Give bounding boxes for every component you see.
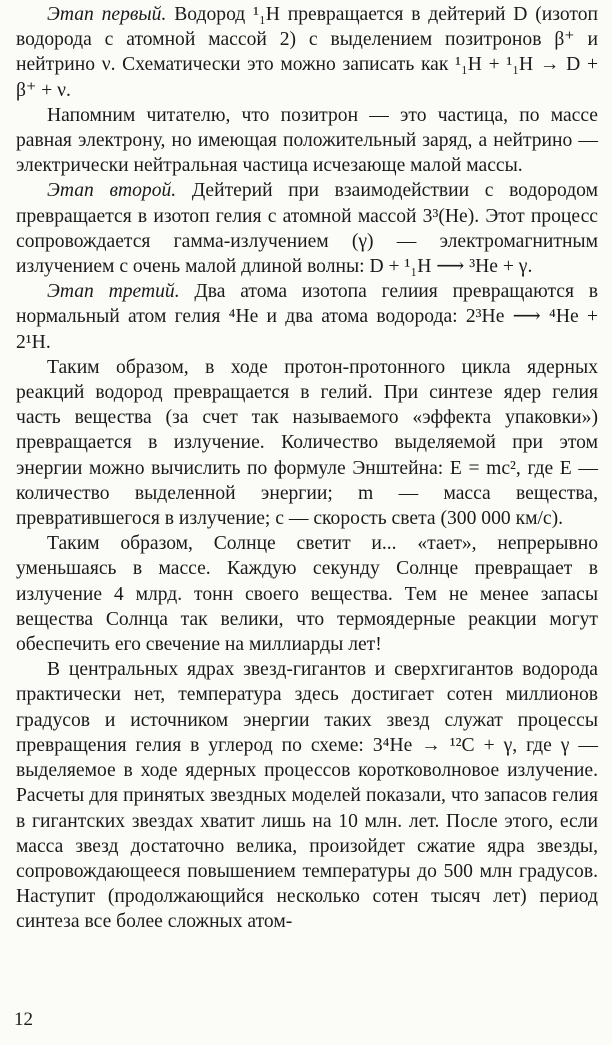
body-text: [16, 2, 598, 935]
paragraph-sun-melting: [16, 531, 598, 657]
page-number: 12: [14, 1009, 33, 1030]
paragraph-stage-three: [16, 279, 598, 355]
stage-two-heading: Этап второй.: [47, 180, 177, 202]
pp-cycle-text: Таким образом, в ходе протон-протонного цикла ядерных реакций водород превращается в гелий. При синтезе ядер гелия часть вещества (за счет так называемого «эффекта упаковки») превращается в излучение. Количество выделяемой при этом энергии можно вычислить по формуле Энштейна: E = mc², где E — количество выделенной энергии; m — масса вещества, превратившегося в излучение; c — скорость света (300 000 км/с).: [16, 356, 598, 530]
paragraph-pp-cycle: [16, 355, 598, 531]
paragraph-giant-stars: [16, 657, 598, 934]
stage-three-text: Два атома изотопа гелиия превращаются в нормальный атом гелия ⁴He и два атома водорода: 2³He ⟶ ⁴He + 2¹H.: [16, 281, 598, 353]
sun-melting-text: Таким образом, Солнце светит и... «тает», непрерывно уменьшаясь в массе. Каждую секунду Солнце превращает в излучение 4 млрд. тонн своего вещества. Тем не менее запасы вещества Солнца так велики, что термоядерные реакции могут обеспечить его свечение на миллиарды лет!: [16, 533, 598, 656]
giant-stars-text: В центральных ядрах звезд-гигантов и сверхгигантов водорода практически нет, температура здесь достигает сотен миллионов градусов и источником энергии таких звезд служат процессы превращения гелия в углерод по схеме: 3⁴He → ¹²C + γ, где γ — выделяемое в ходе ядерных процессов коротковолновое излучение. Расчеты для принятых звездных моделей показали, что запасов гелия в гигантских звездах хватит лишь на 10 млн. лет. После этого, если масса звезд достаточно велика, произойдет сжатие ядра звезды, сопровождающееся повышением температуры до 500 млн градусов. Наступит (продолжающийся несколько сотен тысяч лет) период синтеза все более сложных атом-: [16, 659, 598, 933]
stage-one-text: Водород ¹₁H превращается в дейтерий D (изотоп водорода с атомной массой 2) с выделением позитронов β⁺ и нейтрино ν. Схематически это можно записать как ¹₁H + ¹₁H → D + β⁺ + ν.: [16, 4, 598, 101]
paragraph-stage-two: [16, 178, 598, 279]
paragraph-stage-one: [16, 2, 598, 103]
paragraph-positron-note: [16, 103, 598, 179]
stage-one-heading: Этап первый.: [47, 4, 167, 25]
stage-two-text: Дейтерий при взаимодействии с водородом превращается в изотоп гелия с атомной массой 3³(He). Этот процесс сопровождается гамма-излучением (γ) — электромагнитным излучением с очень малой длиной волны: D + ¹₁H ⟶ ³He + γ.: [16, 180, 599, 278]
positron-note-text: Напомним читателю, что позитрон — это частица, по массе равная электрону, но имеющая положительный заряд, а нейтрино — электрически нейтральная частица исчезающе малой массы.: [16, 104, 598, 177]
stage-three-heading: Этап третий.: [47, 281, 180, 303]
